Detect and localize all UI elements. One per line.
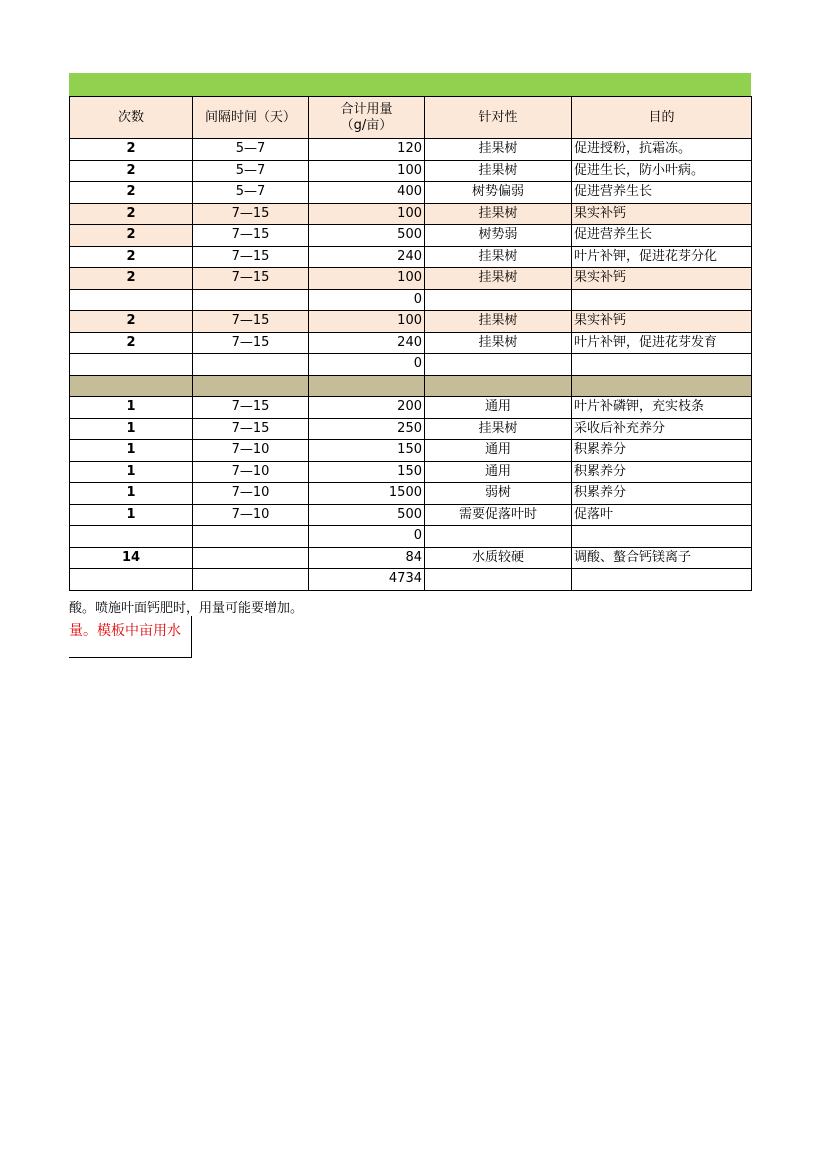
cell-interval[interactable]: 5—7	[193, 182, 309, 204]
cell-times[interactable]	[70, 569, 193, 591]
header-amount	[309, 97, 425, 139]
cell-purpose[interactable]: 促进生长，防小叶病。	[572, 160, 752, 182]
cell-amount[interactable]: 250	[309, 418, 425, 440]
cell-times[interactable]: 1	[70, 440, 193, 462]
cell-purpose[interactable]	[572, 526, 752, 548]
cell-purpose[interactable]	[572, 289, 752, 311]
header-interval: 间隔时间（天）	[193, 97, 309, 139]
cell-times[interactable]: 14	[70, 547, 193, 569]
cell-amount[interactable]: 100	[309, 311, 425, 333]
cell-amount[interactable]: 100	[309, 268, 425, 290]
cell-amount[interactable]: 0	[309, 289, 425, 311]
cell-purpose[interactable]: 促落叶	[572, 504, 752, 526]
table-row	[70, 203, 752, 225]
cell-amount[interactable]: 200	[309, 397, 425, 419]
cell-interval[interactable]: 7—15	[193, 332, 309, 354]
cell-amount[interactable]: 150	[309, 440, 425, 462]
cell-amount[interactable]: 84	[309, 547, 425, 569]
table-row	[70, 504, 752, 526]
cell-interval[interactable]: 7—15	[193, 418, 309, 440]
cell-interval[interactable]: 7—10	[193, 483, 309, 505]
table-row	[70, 569, 752, 591]
cell-amount[interactable]: 500	[309, 504, 425, 526]
cell-target[interactable]: 弱树	[425, 483, 572, 505]
header-amount-line1: 合计用量	[340, 101, 393, 117]
cell-target[interactable]: 树势弱	[425, 225, 572, 247]
green-header-bar	[69, 73, 751, 96]
table-header-row	[70, 97, 752, 139]
fertilizer-schedule-table	[69, 96, 752, 591]
cell-purpose[interactable]: 积累养分	[572, 461, 752, 483]
table-row	[70, 440, 752, 462]
cell-amount[interactable]: 0	[309, 526, 425, 548]
cell-purpose[interactable]	[572, 354, 752, 376]
cell-target[interactable]: 需要促落叶时	[425, 504, 572, 526]
cell-target[interactable]	[425, 289, 572, 311]
cell-amount[interactable]: 4734	[309, 569, 425, 591]
table-row	[70, 289, 752, 311]
cell-target[interactable]: 挂果树	[425, 203, 572, 225]
cell-target[interactable]: 通用	[425, 397, 572, 419]
cell-times[interactable]: 2	[70, 203, 193, 225]
cell-interval[interactable]: 7—15	[193, 225, 309, 247]
cell-purpose[interactable]: 叶片补钾，促进花芽发育	[572, 332, 752, 354]
cell-amount[interactable]: 240	[309, 246, 425, 268]
cell-times[interactable]	[70, 354, 193, 376]
table-row	[70, 160, 752, 182]
note-box	[69, 616, 192, 658]
table-row	[70, 461, 752, 483]
cell-amount[interactable]	[309, 375, 425, 397]
table-row	[70, 526, 752, 548]
cell-target[interactable]: 树势偏弱	[425, 182, 572, 204]
table-row	[70, 268, 752, 290]
cell-times[interactable]: 2	[70, 311, 193, 333]
cell-interval[interactable]: 7—15	[193, 203, 309, 225]
cell-target[interactable]: 挂果树	[425, 246, 572, 268]
cell-interval[interactable]: 7—10	[193, 440, 309, 462]
cell-target[interactable]: 挂果树	[425, 268, 572, 290]
cell-target[interactable]: 水质较硬	[425, 547, 572, 569]
cell-times[interactable]: 2	[70, 268, 193, 290]
cell-interval[interactable]	[193, 289, 309, 311]
table-row	[70, 354, 752, 376]
cell-target[interactable]: 挂果树	[425, 160, 572, 182]
cell-interval[interactable]	[193, 375, 309, 397]
table-row	[70, 418, 752, 440]
cell-interval[interactable]: 7—15	[193, 397, 309, 419]
cell-purpose[interactable]: 积累养分	[572, 440, 752, 462]
cell-purpose[interactable]	[572, 375, 752, 397]
cell-target[interactable]: 挂果树	[425, 139, 572, 161]
cell-times[interactable]: 1	[70, 461, 193, 483]
cell-amount[interactable]: 1500	[309, 483, 425, 505]
cell-interval[interactable]: 7—10	[193, 504, 309, 526]
cell-times[interactable]	[70, 289, 193, 311]
table-row	[70, 225, 752, 247]
header-purpose: 目的	[572, 97, 752, 139]
cell-amount[interactable]: 100	[309, 160, 425, 182]
cell-times[interactable]: 2	[70, 225, 193, 247]
cell-target[interactable]: 挂果树	[425, 311, 572, 333]
cell-target[interactable]	[425, 375, 572, 397]
cell-interval[interactable]: 7—15	[193, 246, 309, 268]
cell-purpose[interactable]: 促进授粉，抗霜冻。	[572, 139, 752, 161]
cell-interval[interactable]	[193, 526, 309, 548]
table-row	[70, 397, 752, 419]
cell-purpose[interactable]: 采收后补充养分	[572, 418, 752, 440]
cell-purpose[interactable]: 积累养分	[572, 483, 752, 505]
cell-amount[interactable]: 150	[309, 461, 425, 483]
cell-times[interactable]: 1	[70, 397, 193, 419]
table-row	[70, 483, 752, 505]
cell-times[interactable]: 2	[70, 160, 193, 182]
cell-times[interactable]: 2	[70, 246, 193, 268]
cell-times[interactable]	[70, 526, 193, 548]
cell-purpose[interactable]: 果实补钙	[572, 311, 752, 333]
cell-times[interactable]: 1	[70, 418, 193, 440]
cell-amount[interactable]: 0	[309, 354, 425, 376]
table-row	[70, 311, 752, 333]
cell-times[interactable]: 1	[70, 504, 193, 526]
cell-target[interactable]	[425, 526, 572, 548]
cell-target[interactable]	[425, 569, 572, 591]
note-line-1: 酸。喷施叶面钙肥时，用量可能要增加。	[69, 601, 304, 616]
cell-purpose[interactable]: 促进营养生长	[572, 225, 752, 247]
header-amount-line2: （g/亩）	[340, 117, 393, 133]
cell-amount[interactable]: 100	[309, 203, 425, 225]
table-row	[70, 332, 752, 354]
cell-times[interactable]: 2	[70, 332, 193, 354]
cell-target[interactable]: 挂果树	[425, 418, 572, 440]
note-line-2: 量。模板中亩用水	[69, 623, 181, 639]
cell-interval[interactable]	[193, 569, 309, 591]
cell-interval[interactable]: 5—7	[193, 139, 309, 161]
cell-times[interactable]: 2	[70, 182, 193, 204]
header-times: 次数	[70, 97, 193, 139]
cell-target[interactable]: 通用	[425, 440, 572, 462]
cell-purpose[interactable]: 叶片补钾，促进花芽分化	[572, 246, 752, 268]
table-row	[70, 182, 752, 204]
cell-purpose[interactable]: 果实补钙	[572, 268, 752, 290]
table-row	[70, 547, 752, 569]
cell-target[interactable]: 通用	[425, 461, 572, 483]
cell-amount[interactable]: 240	[309, 332, 425, 354]
cell-interval[interactable]: 7—15	[193, 268, 309, 290]
cell-amount[interactable]: 400	[309, 182, 425, 204]
cell-interval[interactable]: 7—10	[193, 461, 309, 483]
cell-purpose[interactable]: 调酸、螯合钙镁离子	[572, 547, 752, 569]
cell-purpose[interactable]: 果实补钙	[572, 203, 752, 225]
cell-amount[interactable]: 120	[309, 139, 425, 161]
cell-purpose[interactable]	[572, 569, 752, 591]
cell-interval[interactable]	[193, 547, 309, 569]
table-row	[70, 139, 752, 161]
table-row	[70, 375, 752, 397]
cell-amount[interactable]: 500	[309, 225, 425, 247]
cell-target[interactable]	[425, 354, 572, 376]
cell-purpose[interactable]: 促进营养生长	[572, 182, 752, 204]
header-target: 针对性	[425, 97, 572, 139]
cell-times[interactable]	[70, 375, 193, 397]
cell-interval[interactable]: 7—15	[193, 311, 309, 333]
cell-interval[interactable]	[193, 354, 309, 376]
table-row	[70, 246, 752, 268]
cell-target[interactable]: 挂果树	[425, 332, 572, 354]
cell-times[interactable]: 1	[70, 483, 193, 505]
cell-times[interactable]: 2	[70, 139, 193, 161]
cell-purpose[interactable]: 叶片补磷钾，充实枝条	[572, 397, 752, 419]
cell-interval[interactable]: 5—7	[193, 160, 309, 182]
